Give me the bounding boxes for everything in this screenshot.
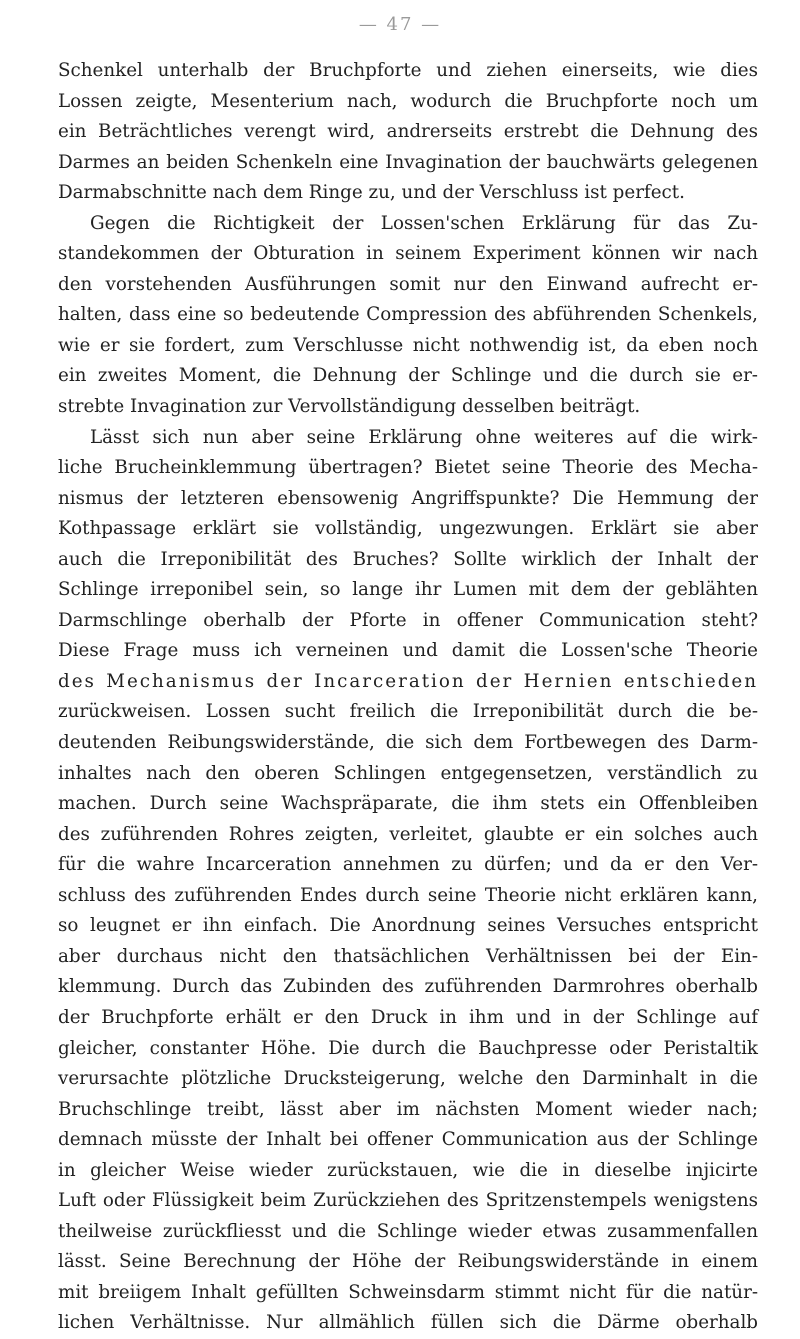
text-line: machen. Durch seine Wachspräparate, die ihm stets ein Offenbleiben [58, 793, 758, 815]
text-line: verursachte plötzliche Drucksteigerung, welche den Darminhalt in die [58, 1068, 758, 1090]
text-line: Lässt sich nun aber seine Erklärung ohne weiteres auf die wirk- [90, 426, 758, 448]
text-line: demnach müsste der Inhalt bei offener Communication aus der Schlinge [58, 1129, 758, 1151]
text-line: gleicher, constanter Höhe. Die durch die Bauchpresse oder Peristaltik [58, 1037, 758, 1059]
text-line: ein Beträchtliches verengt wird, andrerseits erstrebt die Dehnung des [58, 121, 758, 143]
text-line: liche Brucheinklemmung übertragen? Bietet seine Theorie des Mecha- [58, 457, 758, 479]
text-line: standekommen der Obturation in seinem Experiment können wir nach [58, 243, 758, 265]
text-line: schluss des zuführenden Endes durch seine Theorie nicht erklären kann, [58, 884, 758, 906]
text-line: Luft oder Flüssigkeit beim Zurückziehen des Spritzenstempels wenigstens [58, 1190, 758, 1212]
text-line: in gleicher Weise wieder zurückstauen, wie die in dieselbe injicirte [58, 1159, 758, 1181]
text-line: Lossen zeigte, Mesenterium nach, wodurch die Bruchpforte noch um [58, 90, 758, 112]
text-line: strebte Invagination zur Vervollständigung desselben beiträgt. [58, 396, 641, 418]
text-line: inhaltes nach den oberen Schlingen entgegensetzen, verständlich zu [58, 762, 758, 784]
text-line: Gegen die Richtigkeit der Lossen'schen Erklärung für das Zu- [90, 212, 758, 234]
text-line: des zuführenden Rohres zeigten, verleitet, glaubte er ein solches auch [58, 823, 758, 845]
page-number: — 47 — [358, 14, 442, 35]
body-text [58, 56, 758, 1339]
text-line: deutenden Reibungswiderstände, die sich dem Fortbewegen des Darm- [58, 732, 758, 754]
text-line: des Mechanismus der Incarceration der Hernien entschieden [58, 670, 758, 692]
text-line: lässt. Seine Berechnung der Höhe der Reibungswiderstände in einem [58, 1251, 758, 1273]
text-line: so leugnet er ihn einfach. Die Anordnung seines Versuches entspricht [58, 915, 758, 937]
text-line: Darmschlinge oberhalb der Pforte in offener Communication steht? [58, 609, 758, 631]
text-line: klemmung. Durch das Zubinden des zuführenden Darmrohres oberhalb [58, 976, 758, 998]
text-line: Diese Frage muss ich verneinen und damit die Lossen'sche Theorie [58, 640, 758, 662]
text-line: der Bruchpforte erhält er den Druck in ihm und in der Schlinge auf [58, 1006, 758, 1028]
text-line: wie er sie fordert, zum Verschlusse nicht nothwendig ist, da eben noch [58, 334, 758, 356]
text-line: Darmes an beiden Schenkeln eine Invagination der bauchwärts gelegenen [58, 151, 758, 173]
text-line: Kothpassage erklärt sie vollständig, ungezwungen. Erklärt sie aber [58, 518, 758, 540]
text-line: auch die Irreponibilität des Bruches? Sollte wirklich der Inhalt der [58, 548, 758, 570]
text-line: zurückweisen. Lossen sucht freilich die Irreponibilität durch die be- [58, 701, 758, 723]
text-line: ein zweites Moment, die Dehnung der Schlinge und die durch sie er- [58, 365, 758, 387]
text-line: aber durchaus nicht den thatsächlichen Verhältnissen bei der Ein- [58, 945, 758, 967]
text-line: Bruchschlinge treibt, lässt aber im nächsten Moment wieder nach; [58, 1098, 758, 1120]
text-line: halten, dass eine so bedeutende Compression des abführenden Schenkels, [58, 304, 758, 326]
text-line: Schenkel unterhalb der Bruchpforte und ziehen einerseits, wie dies [58, 60, 758, 81]
text-line: lichen Verhältnisse. Nur allmählich füllen sich die Därme oberhalb [58, 1312, 758, 1334]
text-line: theilweise zurückfliesst und die Schlinge wieder etwas zusammenfallen [58, 1220, 758, 1242]
text-line: mit breiigem Inhalt gefüllten Schweinsdarm stimmt nicht für die natür- [58, 1281, 758, 1303]
text-line: für die wahre Incarceration annehmen zu dürfen; und da er den Ver- [58, 854, 758, 876]
text-line: nismus der letzteren ebensowenig Angriffspunkte? Die Hemmung der [58, 487, 758, 509]
text-line: Schlinge irreponibel sein, so lange ihr Lumen mit dem der geblähten [58, 579, 758, 601]
text-line: den vorstehenden Ausführungen somit nur den Einwand aufrecht er- [58, 273, 758, 295]
text-line: Darmabschnitte nach dem Ringe zu, und der Verschluss ist perfect. [58, 182, 685, 204]
